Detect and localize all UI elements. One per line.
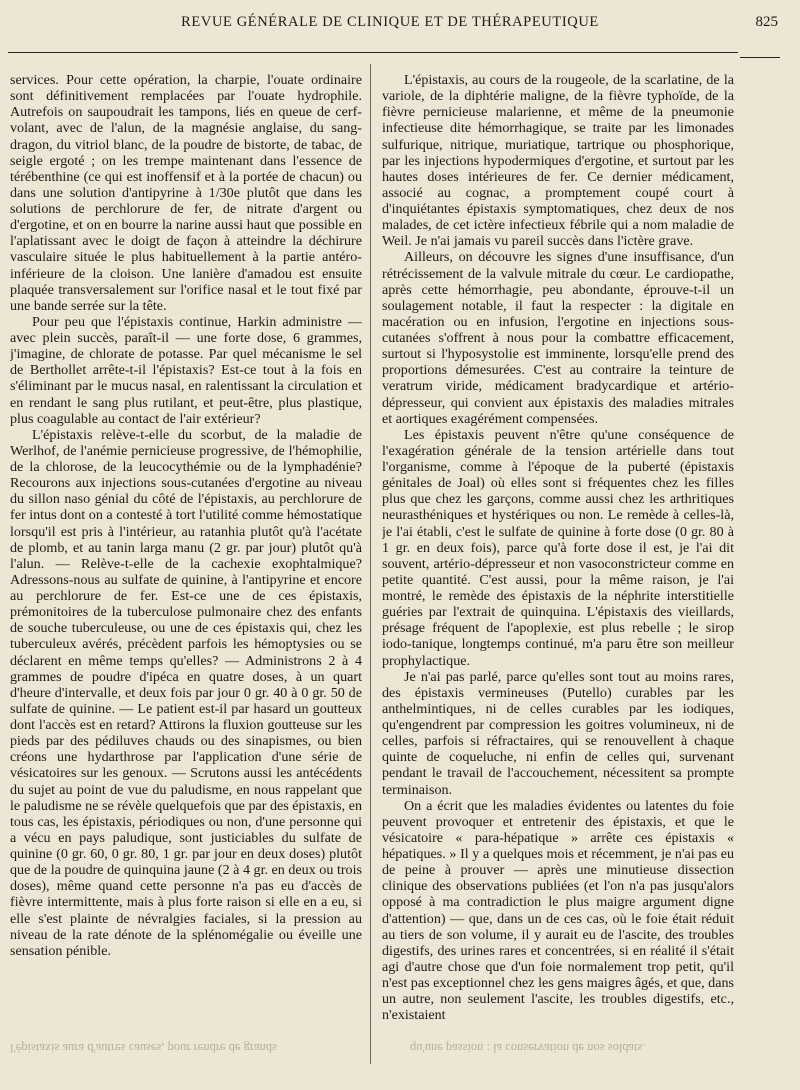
running-title: REVUE GÉNÉRALE DE CLINIQUE ET DE THÉRAPEUTIQUE (181, 14, 599, 30)
paragraph: Les épistaxis peuvent n'être qu'une conséquence de l'exagération générale de la tension artérielle dans tout l'organisme, comme à l'époque de la puberté (épistaxis génitales de Joal) où elles sont si fréquentes chez les filles plus que chez les garçons, comme aussi chez les arthritiques neurasthéniques et hystériques ou non. Le remède à celles-là, je l'ai établi, c'est le sulfate de quinine à forte dose (0 gr. 80 à 1 gr. en deux fois), parce qu'à forte dose il est, je l'ai dit souvent, artério-dépresseur et non vasoconstricteur comme en petite quantité. C'est aussi, pour la même raison, je l'ai montré, le remède des épistaxis de la néphrite interstitielle guéries par l'extrait de quinquina. L'épistaxis des vieillards, présage fréquent de l'apoplexie, est plus rebelle ; le sirop iodo-tanique, longtemps continué, m'a paru être son meilleur prophylactique. (382, 426, 734, 669)
page-number: 825 (755, 14, 778, 30)
paragraph: On a écrit que les maladies évidentes ou latentes du foie peuvent provoquer et entretenir des épistaxis, et que le vésicatoire « para-hépatique » arrête ces épistaxis « hépatiques. » Il y a quelques mois et récemment, je n'ai pas eu de peine à prouver — après une minutieuse dissection clinique des observations publiées (et l'on n'a pas jusqu'alors opposé à ma contradiction le plus maigre argument digne d'attention) — que, dans un de ces cas, où le foie était réduit au tiers de son volume, il y aurait eu de l'ascite, des troubles digestifs, des urines rares et concentrées, si en réalité il s'était agi d'autre chose que d'un foie normalement trop petit, qu'il n'est pas exceptionnel chez les gens maigres âgés, et que, dans un autre, non seulement l'ascite, les troubles digestifs, etc., n'existaient (382, 797, 734, 1024)
paragraph: L'épistaxis, au cours de la rougeole, de la scarlatine, de la variole, de la diphtérie maligne, de la fièvre typhoïde, de la fièvre pernicieuse malarienne, et même de la pneumonie infectieuse dite hémorrhagique, se traite par les limonades sulfurique, nitrique, muriatique, tartrique ou phosphorique, par les injections hypodermiques d'ergotine, et surtout par les hautes doses intérieures de fer. Ce dernier médicament, associé au cognac, a promptement coupé court à d'inquiétantes épistaxis symptomatiques, chez deux de nos malades, de cet ictère infectieux fébrile qui a nom maladie de Weil. Je n'ai jamais vu pareil succès dans l'ictère grave. (382, 72, 734, 250)
paragraph: Ailleurs, on découvre les signes d'une insuffisance, d'un rétrécissement de la valvule mitrale du cœur. Le cardiopathe, après cette hémorrhagie, peu abondante, éprouve-t-il un soulagement notable, il faut la respecter : la digitale en macération ou en infusion, l'ergotine en injections sous-cutanées s'offrent à nous pour la combattre efficacement, surtout si l'hyposystolie est imminente, lorsqu'elle prend des proportions démesurées. C'est au contraire la teinture de veratrum viride, médicament bradycardique et artério-dépresseur, qui convient aux épistaxis des maladies mitrales et aortiques exagérément compensées. (382, 249, 734, 427)
column-divider (370, 64, 371, 1064)
show-through-text: qu'une passion : la conservation de nos soldats. (410, 1041, 646, 1055)
right-column (382, 72, 734, 1082)
paragraph: services. Pour cette opération, la charpie, l'ouate ordinaire sont définitivement remplacées par l'ouate hydrophile. Autrefois on saupoudrait les tampons, liés en queue de cerf-volant, avec de l'alun, de la magnésie anglaise, du sang-dragon, du vitriol blanc, de la poudre de bistorte, de tabac, de seigle ergoté ; on les trempe maintenant dans l'essence de térébenthine (ce qui est inoffensif et à la portée de chacun) ou dans une solution d'antipyrine à 1/30e plutôt que dans les solutions de perchlorure de fer, de nitrate d'argent ou d'ergotine, et on en bourre la narine aussi haut que possible en l'aplatissant avec le doigt de façon à atteindre la déchirure vasculaire située le plus habituellement à la partie antéro-inférieure de la cloison. Une lanière d'amadou est ensuite plaquée transversalement sur l'orifice nasal et le tout fixé par une bande serrée sur la tête. (10, 72, 362, 314)
paragraph: L'épistaxis relève-t-elle du scorbut, de la maladie de Werlhof, de l'anémie pernicieuse progressive, de l'hémophilie, de la chlorose, de la leucocythémie ou de la lymphadénie? Recourons aux injections sous-cutanées d'ergotine au niveau du sillon naso génial du côté de l'épistaxis, au perchlorure de fer intus dont on a contesté à tort l'utilité comme hémostatique lorsqu'il est pris à l'intérieur, au ratanhia plutôt qu'à l'acétate de plomb, et au tanin larga manu (2 gr. par jour) plutôt qu'à l'alun. — Relève-t-elle de la cachexie exophtalmique? Adressons-nous au sulfate de quinine, à l'antipyrine et encore au perchlorure de fer. Est-ce une de ces épistaxis, prémonitoires de la tuberculose pulmonaire chez des enfants de souche tuberculeuse, ou une de ces épistaxis qui, chez les tuberculeux avérés, précèdent parfois les hémoptysies ou se déclarent en même temps qu'elles? — Administrons 2 à 4 grammes de poudre d'ipéca en quatre doses, à un quart d'heure d'intervalle, et deux fois par jour 0 gr. 40 à 0 gr. 50 de sulfate de quinine. — Le patient est-il par hasard un goutteux dont l'accès est en retard? Attirons la fluxion goutteuse sur les pieds par des pédiluves chauds ou des sinapismes, ou bien créons une hydarthrose par l'application d'une série de vésicatoires sur les genoux. — Scrutons aussi les antécédents du sujet au point de vue du paludisme, en nous rappelant que le paludisme ne se révèle quelquefois que par des épistaxis, en tous cas, les épistaxis, périodiques ou non, d'une personne qui a vécu en pays paludique, sont justiciables du sulfate de quinine (0 gr. 60, 0 gr. 80, 1 gr. par jour en deux doses) plutôt que de la poudre de quinquina jaune (2 à 4 gr. en deux ou trois doses), même quand cette personne n'a pas eu d'accès de fièvre intermittente, mais à plus forte raison si elle en a eu, si elle s'est plainte de névralgies faciales, si la pression au niveau de la rate dénote de la splénomégalie ou éveille une sensation pénible. (10, 426, 362, 959)
show-through-text: l'épistaxis aura d'autres causes, pour rendre de grands (10, 1041, 277, 1055)
page-header (0, 14, 800, 38)
paragraph: Je n'ai pas parlé, parce qu'elles sont tout au moins rares, des épistaxis vermineuses (Putello) curables par les anthelmintiques, ni de celles curables par les iodiques, qu'engendrent par compression les goitres volumineux, ni de celles, parfois si réfractaires, qui se renouvellent à chaque quinte de coqueluche, ni enfin de celles qui, survenant pendant le travail de l'accouchement, nécessitent sa prompte terminaison. (382, 668, 734, 798)
left-column (10, 72, 362, 1082)
header-rule-tail (740, 57, 780, 58)
header-rule (8, 52, 738, 53)
paragraph: Pour peu que l'épistaxis continue, Harkin administre — avec plein succès, paraît-il — une forte dose, 6 grammes, j'imagine, de chlorate de potasse. Par quel mécanisme le sel de Berthollet arrête-t-il l'épistaxis? Est-ce tout à la fois en s'éliminant par le mucus nasal, en ralentissant la circulation et en rendant le sang plus rutilant, et peut-être, plus plastique, plus coagulable au contact de l'air extérieur? (10, 313, 362, 427)
